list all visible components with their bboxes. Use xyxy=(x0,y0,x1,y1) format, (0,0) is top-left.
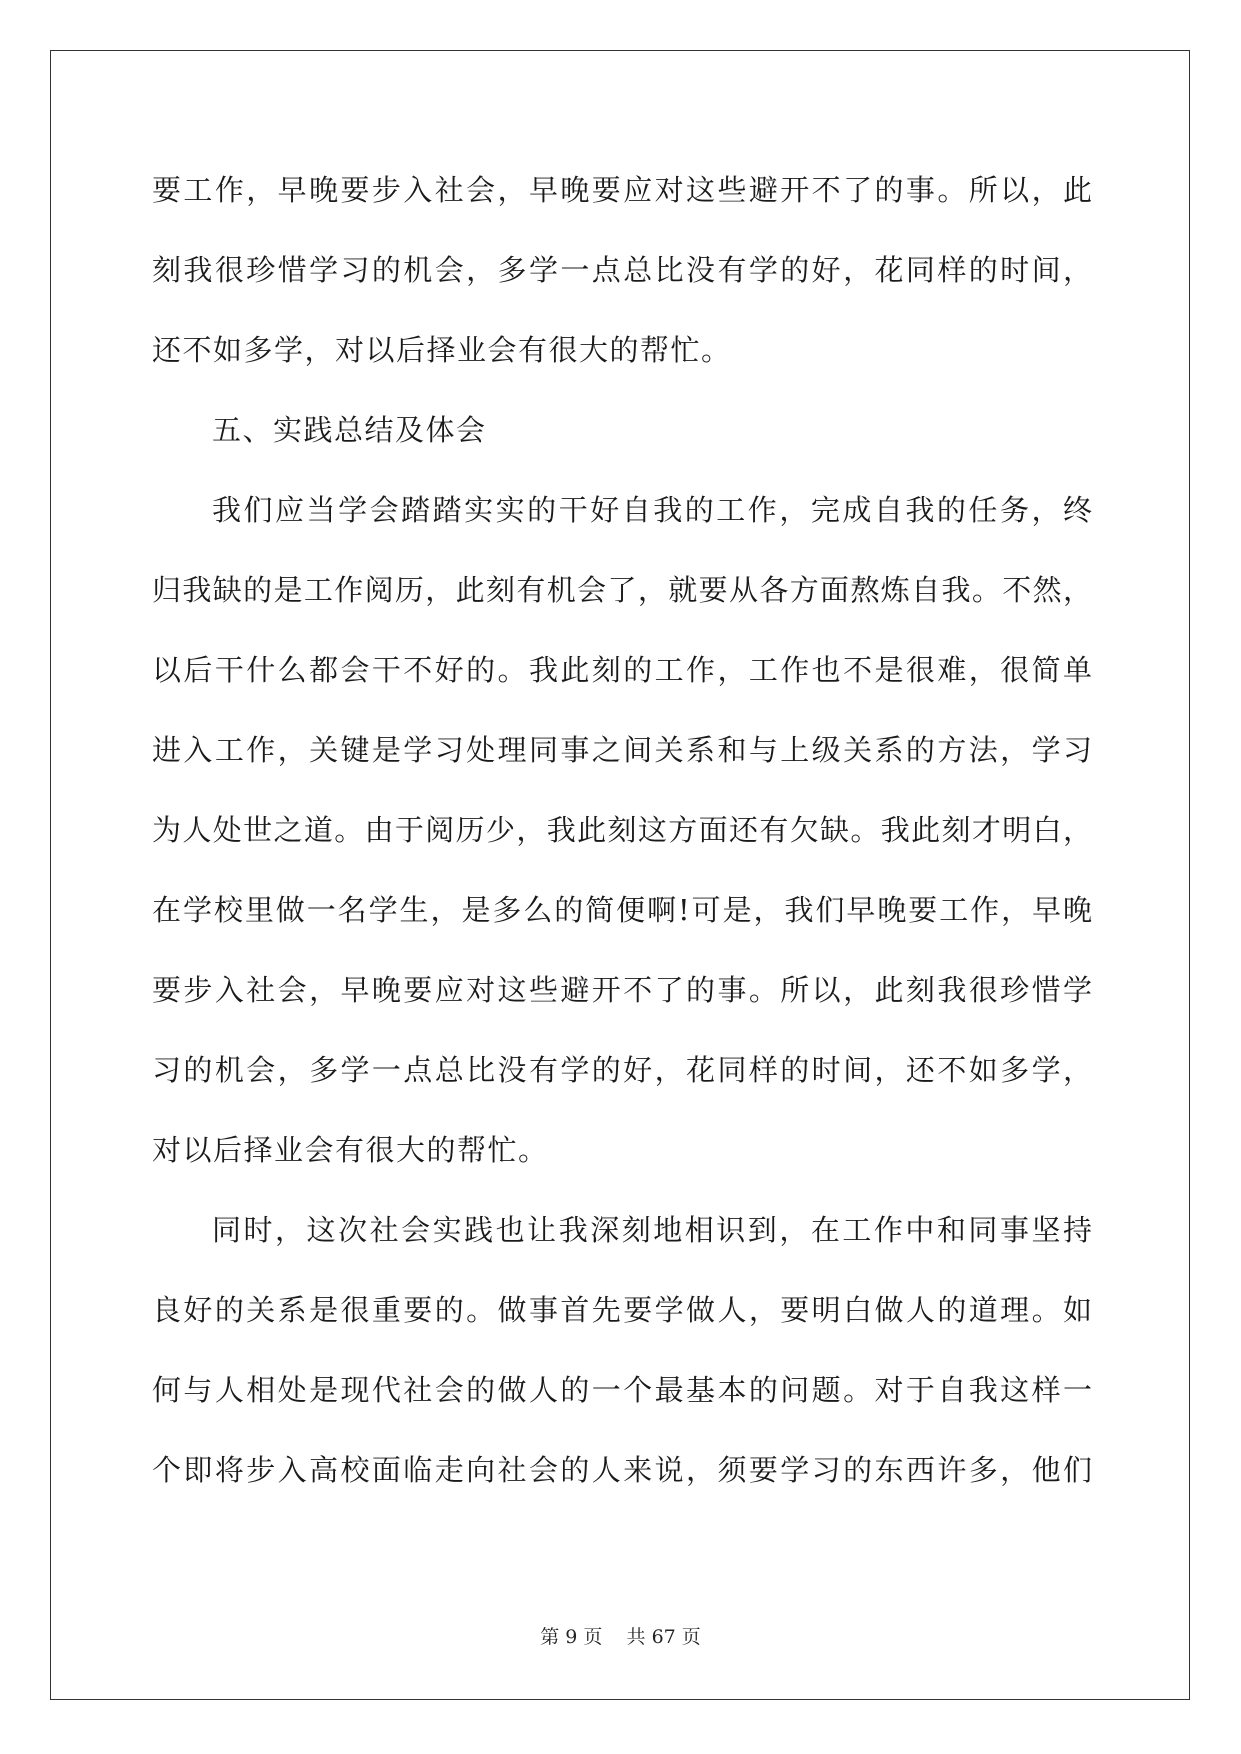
text-line: 进入工作，关键是学习处理同事之间关系和与上级关系的方法，学习 xyxy=(152,733,1092,767)
text-line: 习的机会，多学一点总比没有学的好，花同样的时间，还不如多学， xyxy=(152,1053,1092,1087)
text-line: 归我缺的是工作阅历，此刻有机会了，就要从各方面熬炼自我。不然， xyxy=(152,573,1092,607)
text-line: 良好的关系是很重要的。做事首先要学做人，要明白做人的道理。如 xyxy=(152,1293,1092,1327)
text-line: 刻我很珍惜学习的机会，多学一点总比没有学的好，花同样的时间， xyxy=(152,253,1092,287)
text-line: 何与人相处是现代社会的做人的一个最基本的问题。对于自我这样一 xyxy=(152,1373,1092,1407)
text-line: 我们应当学会踏踏实实的干好自我的工作，完成自我的任务，终 xyxy=(212,493,1092,527)
text-line: 还不如多学，对以后择业会有很大的帮忙。 xyxy=(152,333,732,367)
text-line: 要工作，早晚要步入社会，早晚要应对这些避开不了的事。所以，此 xyxy=(152,173,1092,207)
section-heading: 五、实践总结及体会 xyxy=(212,413,487,447)
text-line: 同时，这次社会实践也让我深刻地相识到，在工作中和同事坚持 xyxy=(212,1213,1092,1247)
text-line: 以后干什么都会干不好的。我此刻的工作，工作也不是很难，很简单 xyxy=(152,653,1092,687)
page-number-label: 第 9 页 共 67 页 xyxy=(540,1626,701,1648)
text-line: 个即将步入高校面临走向社会的人来说，须要学习的东西许多，他们 xyxy=(152,1453,1092,1487)
text-line: 在学校里做一名学生，是多么的简便啊!可是，我们早晚要工作，早晚 xyxy=(152,893,1092,927)
text-line: 要步入社会，早晚要应对这些避开不了的事。所以，此刻我很珍惜学 xyxy=(152,973,1092,1007)
text-line: 对以后择业会有很大的帮忙。 xyxy=(152,1133,549,1167)
page-number-footer xyxy=(0,1622,1241,1649)
text-line: 为人处世之道。由于阅历少，我此刻这方面还有欠缺。我此刻才明白， xyxy=(152,813,1092,847)
